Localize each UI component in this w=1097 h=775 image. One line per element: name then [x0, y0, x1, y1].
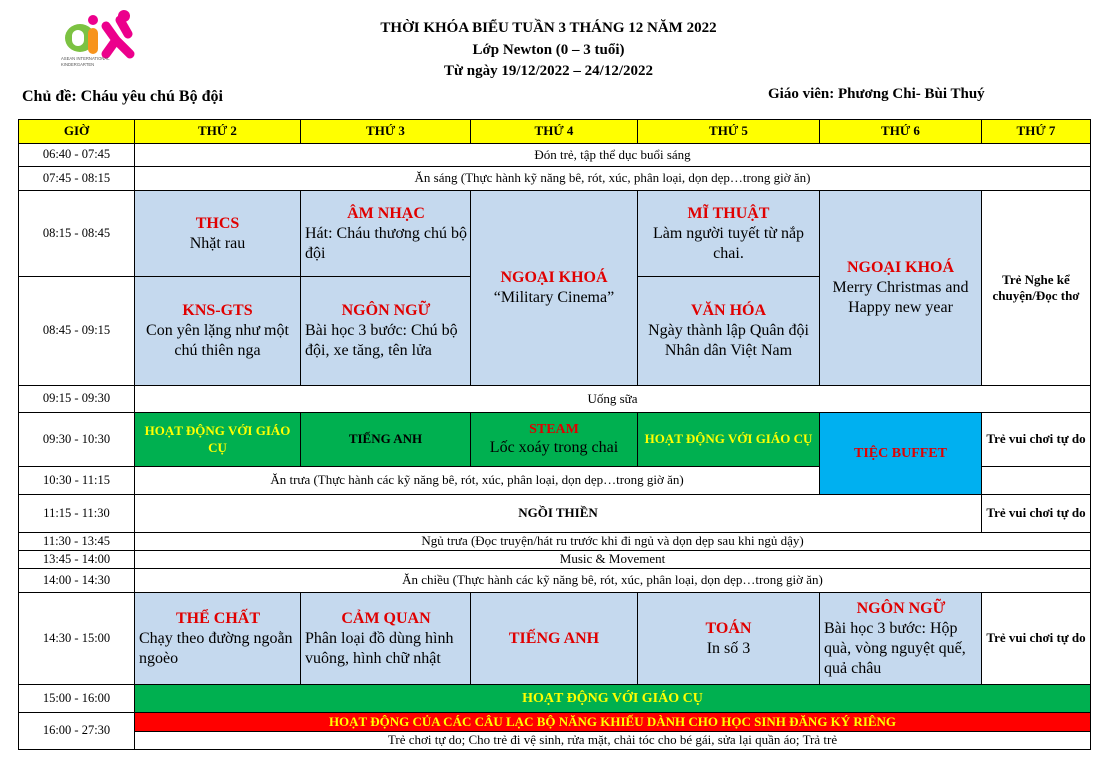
lesson-cell: TIẾNG ANH	[301, 413, 471, 467]
lesson-cell	[135, 191, 301, 277]
lesson-text: Bài học 3 bước: Chú bộ đội, xe tăng, tên lửa	[305, 322, 458, 359]
lesson-cell	[471, 191, 638, 386]
time-cell: 07:45 - 08:15	[19, 167, 135, 191]
activity-cell: Ăn chiều (Thực hành các kỹ năng bê, rót, xúc, phân loại, dọn dẹp…trong giờ ăn)	[135, 569, 1091, 593]
lesson-cell	[301, 593, 471, 685]
saturday-cell: Trẻ vui chơi tự do	[982, 413, 1091, 467]
time-cell: 11:30 - 13:45	[19, 533, 135, 551]
table-row	[19, 386, 1091, 413]
lesson-cell	[135, 593, 301, 685]
activity-cell: HOẠT ĐỘNG VỚI GIÁO CỤ	[135, 685, 1091, 713]
header-row	[19, 120, 1091, 144]
table-row	[19, 732, 1091, 750]
time-cell: 08:15 - 08:45	[19, 191, 135, 277]
aik-logo	[58, 8, 163, 70]
table-row	[19, 191, 1091, 277]
lesson-cell	[471, 593, 638, 685]
lesson-text: Lốc xoáy trong chai	[489, 439, 619, 457]
table-row	[19, 685, 1091, 713]
time-cell: 09:15 - 09:30	[19, 386, 135, 413]
subject-label: KNS-GTS	[182, 302, 253, 319]
subject-label: STEAM	[529, 421, 579, 437]
club-activity-cell: HOẠT ĐỘNG CỦA CÁC CÂU LẠC BỘ NĂNG KHIẾU DÀNH CHO HỌC SINH ĐĂNG KÝ RIÊNG	[135, 713, 1091, 732]
lesson-cell	[638, 277, 820, 386]
time-cell: 14:30 - 15:00	[19, 593, 135, 685]
time-cell: 10:30 - 11:15	[19, 467, 135, 495]
subject-label: VĂN HÓA	[690, 302, 767, 319]
subject-label: CẢM QUAN	[341, 609, 431, 627]
table-row	[19, 593, 1091, 685]
time-cell: 09:30 - 10:30	[19, 413, 135, 467]
lesson-text: Con yên lặng như một chú thiên nga	[146, 322, 289, 359]
lesson-cell	[638, 593, 820, 685]
lesson-text: Ngày thành lập Quân đội Nhân dân Việt Nam	[648, 322, 809, 359]
table-row	[19, 713, 1091, 732]
col-tue: THỨ 3	[301, 120, 471, 144]
lesson-cell	[135, 277, 301, 386]
class-line: Lớp Newton (0 – 3 tuổi)	[472, 42, 625, 58]
page-title: THỜI KHÓA BIỂU TUẦN 3 THÁNG 12 NĂM 2022	[380, 20, 717, 36]
lesson-cell	[820, 191, 982, 386]
lesson-cell	[820, 593, 982, 685]
lesson-text: Bài học 3 bước: Hộp quà, vòng nguyệt quế, quả châu	[824, 619, 966, 677]
lesson-cell: HOẠT ĐỘNG VỚI GIÁO CỤ	[638, 413, 820, 467]
date-line: Từ ngày 19/12/2022 – 24/12/2022	[443, 63, 654, 79]
subject-label: NGOẠI KHOÁ	[500, 269, 608, 286]
table-row	[19, 167, 1091, 191]
lesson-cell: HOẠT ĐỘNG VỚI GIÁO CỤ	[135, 413, 301, 467]
subject-label: TOÁN	[705, 619, 752, 637]
lesson-cell	[301, 191, 471, 277]
activity-cell: NGỒI THIỀN	[135, 495, 982, 533]
col-thu: THỨ 5	[638, 120, 820, 144]
subject-label: ÂM NHẠC	[347, 204, 425, 222]
saturday-cell: Trẻ Nghe kể chuyện/Đọc thơ	[982, 191, 1091, 386]
lesson-text: Chạy theo đường ngoằn ngoèo	[139, 629, 293, 667]
lesson-cell	[301, 277, 471, 386]
saturday-cell	[982, 467, 1091, 495]
time-cell: 08:45 - 09:15	[19, 277, 135, 386]
activity-cell: Ăn sáng (Thực hành kỹ năng bê, rót, xúc, phân loại, dọn dẹp…trong giờ ăn)	[135, 167, 1091, 191]
time-cell: 06:40 - 07:45	[19, 144, 135, 167]
teacher-label: Giáo viên: Phương Chi- Bùi Thuý	[768, 86, 985, 102]
subject-label: THỂ CHẤT	[175, 609, 260, 627]
lesson-cell	[471, 413, 638, 467]
activity-cell: Đón trẻ, tập thể dục buổi sáng	[135, 144, 1091, 167]
col-time: GIỜ	[19, 120, 135, 144]
activity-cell: Trẻ chơi tự do; Cho trẻ đi vệ sinh, rửa mặt, chải tóc cho bé gái, sửa lại quần áo; Trả trẻ	[135, 732, 1091, 750]
theme-label: Chủ đề: Cháu yêu chú Bộ đội	[22, 88, 223, 105]
time-cell: 16:00 - 27:30	[19, 713, 135, 750]
lesson-text: “Military Cinema”	[493, 289, 615, 306]
activity-cell: Music & Movement	[135, 551, 1091, 569]
saturday-cell: Trẻ vui chơi tự do	[982, 593, 1091, 685]
col-fri: THỨ 6	[820, 120, 982, 144]
lesson-text: Hát: Cháu thương chú bộ đội	[305, 224, 467, 262]
subject-label: MĨ THUẬT	[687, 204, 770, 222]
lesson-text: Merry Christmas and Happy new year	[832, 279, 969, 316]
logo-subtext: ASEAN INTERNATIONAL	[61, 56, 110, 61]
lesson-text: Phân loại đồ dùng hình vuông, hình chữ nhật	[305, 629, 454, 667]
lesson-cell	[638, 191, 820, 277]
subject-label: NGÔN NGỮ	[856, 599, 946, 617]
col-mon: THỨ 2	[135, 120, 301, 144]
saturday-cell: Trẻ vui chơi tự do	[982, 495, 1091, 533]
table-row	[19, 413, 1091, 467]
col-sat: THỨ 7	[982, 120, 1091, 144]
activity-cell: Ngủ trưa (Đọc truyện/hát ru trước khi đi ngủ và dọn dẹp sau khi ngủ dậy)	[135, 533, 1091, 551]
table-row	[19, 144, 1091, 167]
table-row	[19, 551, 1091, 569]
subject-label: TIẾNG ANH	[508, 629, 600, 647]
table-row	[19, 569, 1091, 593]
time-cell: 15:00 - 16:00	[19, 685, 135, 713]
buffet-cell: TIỆC BUFFET	[820, 413, 982, 495]
activity-cell: Uống sữa	[135, 386, 1091, 413]
col-wed: THỨ 4	[471, 120, 638, 144]
time-cell: 14:00 - 14:30	[19, 569, 135, 593]
subject-label: THCS	[195, 214, 240, 232]
timetable	[18, 119, 1091, 750]
subject-label: NGÔN NGỮ	[341, 302, 431, 319]
table-row	[19, 495, 1091, 533]
table-row	[19, 533, 1091, 551]
lesson-text: Nhặt rau	[189, 234, 246, 252]
logo-subtext-2: KINDERGARTEN	[61, 62, 95, 67]
time-cell: 13:45 - 14:00	[19, 551, 135, 569]
lesson-text: Làm người tuyết từ nắp chai.	[652, 224, 805, 262]
time-cell: 11:15 - 11:30	[19, 495, 135, 533]
activity-cell: Ăn trưa (Thực hành các kỹ năng bê, rót, xúc, phân loại, dọn dẹp…trong giờ ăn)	[135, 467, 820, 495]
subject-label: NGOẠI KHOÁ	[846, 259, 955, 276]
lesson-text: In số 3	[706, 639, 751, 657]
